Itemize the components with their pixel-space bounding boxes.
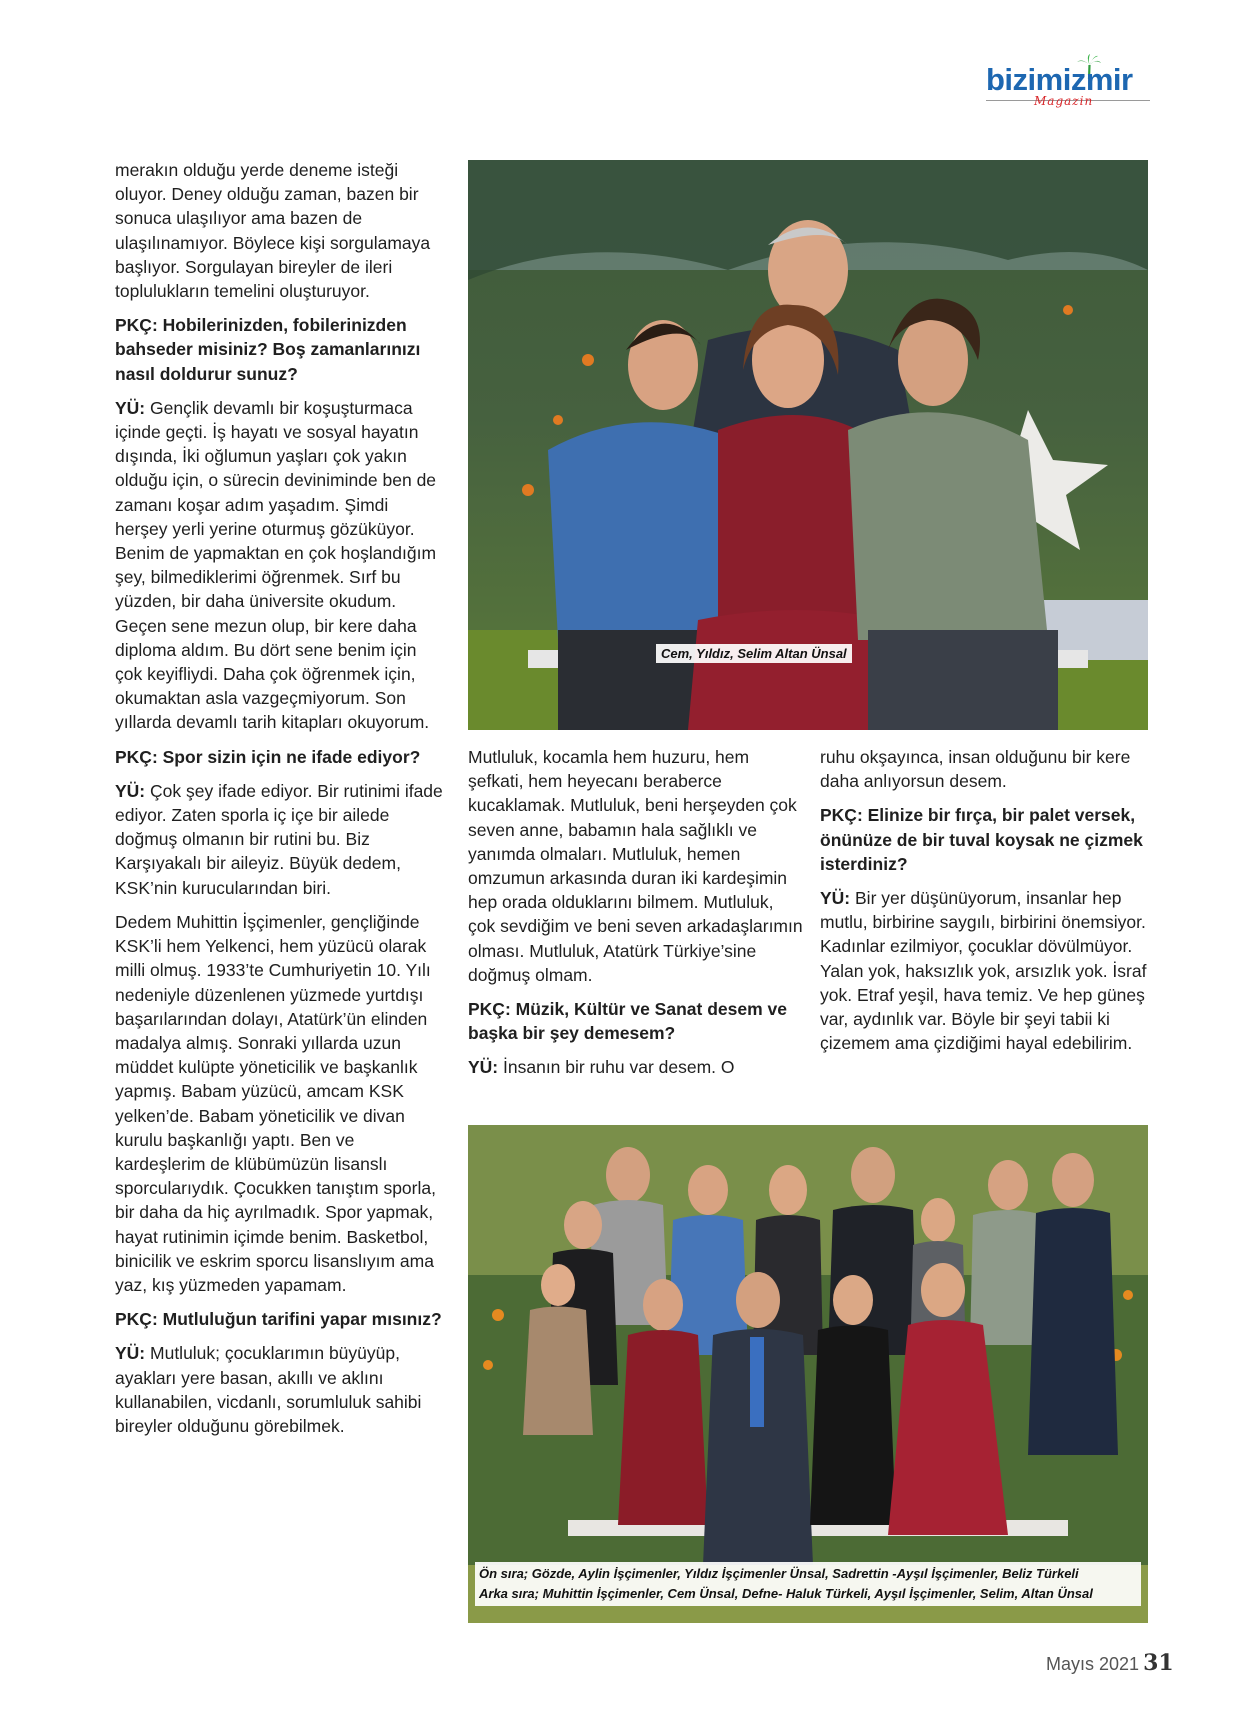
photo2-caption-back-row: Arka sıra; Muhittin İşçimenler, Cem Ünsal, Defne- Haluk Türkeli, Ayşıl İşçimenler, Selim, Altan Ünsal [479,1586,1093,1601]
answer-speaker: YÜ: [115,397,146,418]
article-column-2 [468,745,803,1090]
answer-text: Gençlik devamlı bir koşuşturmaca içinde geçti. İş hayatı ve sosyal hayatın dışında, İki oğlumun yaşları çok yakın olduğu için, o sürecin deviniminde ben de zamanı koşar adım yaşadım. Şimdi herşey yerli yerine oturmuş gözüküyor. Benim de yapmaktan en çok hoşlandığım şey, bilmediklerimi öğrenmek. Sırf bu yüzden, bir daha üniversite okudum. Geçen sene mezun olup, bir kere daha diploma aldım. Bu dört sene benim için çok keyifliydi. Daha çok öğrenmek için, okumaktan asla vazgeçmiyorum. Son yıllarda devamlı tarih kitapları okuyorum. [115,397,437,733]
interview-question: PKÇ: Müzik, Kültür ve Sanat desem ve başka bir şey demesem? [468,999,787,1044]
article-column-3 [820,745,1150,1065]
interview-answer [820,886,1150,1055]
article-paragraph: ruhu okşayınca, insan olduğunu bir kere daha anlıyorsun desem. [820,747,1131,792]
photo2-caption [475,1562,1141,1606]
article-paragraph: merakın olduğu yerde deneme isteği oluyor. Deney olduğu zaman, bazen bir sonuca ulaşılıyor ama bazen de ulaşılınamıyor. Böylece kişi sorgulamaya başlıyor. Sorgulayan bireyler de ileri toplulukların temelini oluşturuyor. [115,160,431,302]
answer-text: Mutluluk; çocuklarımın büyüyüp, ayakları yere basan, akıllı ve aklını kullanabilen, vicdanlı, sorumluluk sahibi bireyler olduğunu görebilmek. [115,1343,422,1436]
photo2-caption-front-row: Ön sıra; Gözde, Aylin İşçimenler, Yıldız İşçimenler Ünsal, Sadrettin -Ayşıl İşçimenler, Beliz Türkeli [479,1566,1079,1581]
family-photo-large [468,1125,1148,1623]
interview-answer [115,779,445,900]
answer-speaker: YÜ: [820,888,851,909]
answer-speaker: YÜ: [115,1343,146,1364]
answer-speaker: YÜ: [468,1057,499,1078]
magazine-logo [986,54,1156,112]
logo-wordmark: bizimizmir [986,62,1133,97]
interview-answer [115,396,445,735]
page-number: 31 [1143,1650,1174,1676]
interview-answer [115,1341,445,1438]
answer-text: İnsanın bir ruhu var desem. O [498,1057,735,1078]
interview-question: PKÇ: Spor sizin için ne ifade ediyor? [115,746,421,767]
issue-date: Mayıs 2021 [1046,1654,1140,1674]
article-paragraph: Mutluluk, kocamla hem huzuru, hem şefkati, hem heyecanı beraberce kucaklamak. Mutluluk, beni herşeyden çok seven anne, babamın hala sağlıklı ve yanımda olmaları. Mutluluk, hemen omzumun arkasında duran iki kardeşimin hep orada olduklarını bilmem. Mutluluk, çok sevdiğim ve beni seven arkadaşlarımın olması. Mutluluk, Atatürk Türkiye’sine doğmuş olmam. [468,747,803,985]
interview-question: PKÇ: Mutluluğun tarifini yapar mısınız? [115,1309,442,1330]
page-footer [1046,1650,1174,1676]
interview-answer [468,1055,803,1079]
answer-text: Bir yer düşünüyorum, insanlar hep mutlu, birbirine saygılı, birbirini önemsiyor. Kadınlar ezilmiyor, çocuklar dövülmüyor. Yalan yok, haksızlık yok, arsızlık yok. İsraf yok. Etraf yeşil, hava temiz. Ve hep güneş var, aydınlık var. Böyle bir şeyi tabii ki çizemem ama çizdiğimi hayal edebilirim. [820,888,1147,1054]
article-column-1 [115,158,445,1448]
interview-question: PKÇ: Hobilerinizden, fobilerinizden bahseder misiniz? Boş zamanlarınızı nasıl doldurur sunuz? [115,315,421,384]
logo-subtitle: Magazin [1034,94,1094,108]
article-paragraph: Dedem Muhittin İşçimenler, gençliğinde KSK’li hem Yelkenci, hem yüzücü olarak milli olmuş. 1933’te Cumhuriyetin 10. Yılı nedeniyle düzenlenen yüzmede yurtdışı başarılarından dolayı, Atatürk’ün elinden madalya almış. Sonraki yıllarda uzun müddet kulüpte yöneticilik ve başkanlık yapmış. Babam yüzücü, amcam KSK yelken’de. Babam yöneticilik ve divan kurulu başkanlığı yaptı. Ben ve kardeşlerim de klübümüzün lisanslı sporcularıydık. Çocukken tanıştım sporla, bir daha da hiç ayrılmadık. Spor yapmak, hayat rutinimin içimde benim. Basketbol, binicilik ve eskrim sporcu lisanslıyım ama yaz, kış yüzmeden yapamam. [115,911,436,1295]
photo1-caption: Cem, Yıldız, Selim Altan Ünsal [656,644,852,663]
interview-question: PKÇ: Elinize bir fırça, bir palet versek, önünüze de bir tuval koysak ne çizmek isterdiniz? [820,805,1143,874]
answer-text: Çok şey ifade ediyor. Bir rutinimi ifade ediyor. Zaten sporla iç içe bir ailede doğmuş olmanın bir rutini bu. Biz Karşıyakalı bir aileyiz. Büyük dedem, KSK’nin kurucularından biri. [115,780,443,898]
answer-speaker: YÜ: [115,780,146,801]
